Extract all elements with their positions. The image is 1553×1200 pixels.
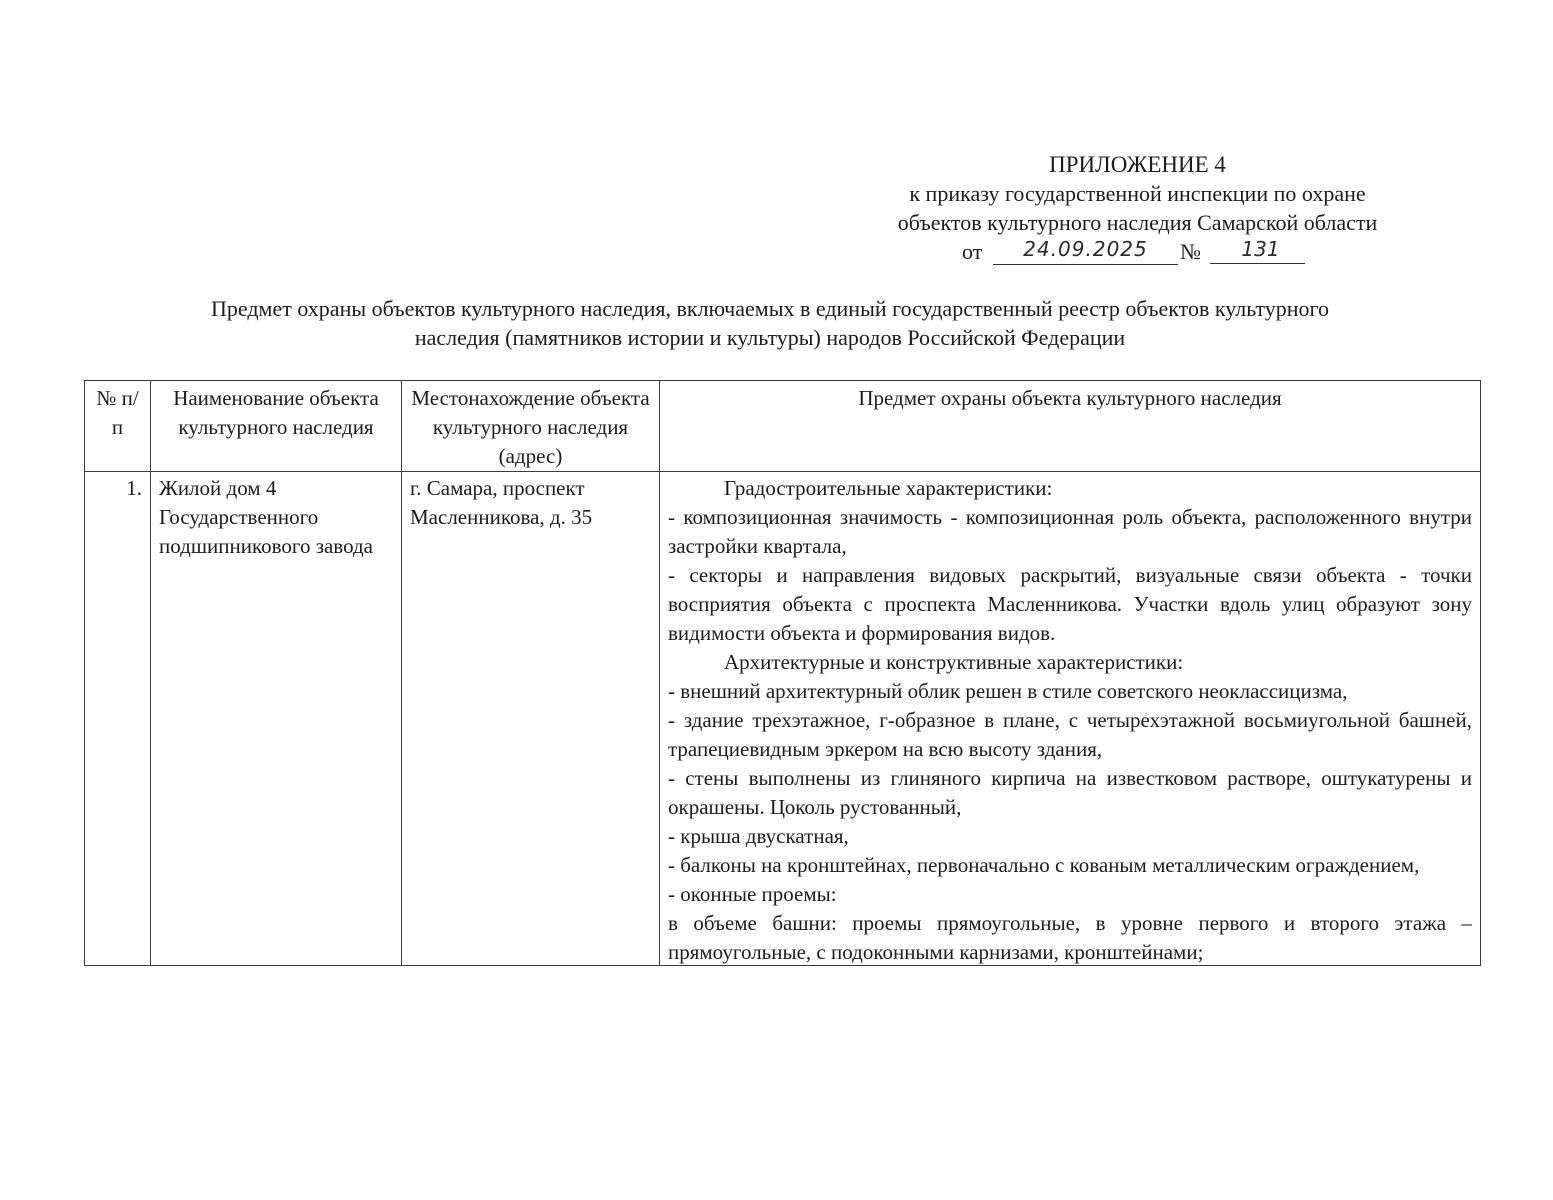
header-num: № п/п: [85, 381, 151, 472]
architecture-item-6: - оконные проемы:: [668, 882, 837, 906]
architecture-item-1: - внешний архитектурный облик решен в стиле советского неоклассицизма,: [668, 679, 1348, 703]
heritage-registry-table: [84, 380, 1481, 966]
order-details: [850, 237, 1425, 266]
urban-item-1: - композиционная значимость - композиционная роль объекта, расположенного внутри застройки квартала,: [668, 505, 1472, 558]
appendix-line-2: объектов культурного наследия Самарской области: [897, 210, 1378, 235]
table-header-row: [85, 381, 1481, 472]
row-location: г. Самара, проспект Масленникова, д. 35: [402, 472, 660, 966]
architecture-item-5: - балконы на кронштейнах, первоначально с кованым металлическим ограждением,: [668, 853, 1420, 877]
architecture-item-3: - стены выполнены из глиняного кирпича на известковом растворе, оштукатурены и окрашены. Цоколь рустованный,: [668, 766, 1472, 819]
row-subject: [660, 472, 1481, 966]
order-number-handwritten: 131: [1210, 237, 1305, 264]
table-row: [85, 472, 1481, 966]
appendix-header: [850, 150, 1425, 266]
heading-line-1: Предмет охраны объектов культурного наследия, включаемых в единый государственный реестр объектов культурного: [211, 296, 1329, 321]
heading-line-2: наследия (памятников истории и культуры) народов Российской Федерации: [414, 325, 1126, 350]
urban-item-2: - секторы и направления видовых раскрытий, визуальные связи объекта - точки восприятия объекта с проспекта Масленникова. Участки вдоль улиц образуют зону видимости объекта и формирования видов.: [668, 563, 1472, 645]
section-urban-title: Градостроительные характеристики:: [724, 476, 1053, 500]
architecture-item-4: - крыша двускатная,: [668, 824, 849, 848]
appendix-line-1: к приказу государственной инспекции по охране: [909, 181, 1366, 206]
appendix-title: ПРИЛОЖЕНИЕ 4: [1049, 152, 1226, 177]
order-from-label: от: [962, 239, 983, 264]
section-architecture-title: Архитектурные и конструктивные характеристики:: [724, 650, 1184, 674]
architecture-item-2: - здание трехэтажное, г-образное в плане, с четырехэтажной восьмиугольной башней, трапециевидным эркером на всю высоту здания,: [668, 708, 1472, 761]
header-location: Местонахождение объекта культурного наследия (адрес): [402, 381, 660, 472]
order-number-label: №: [1180, 239, 1201, 264]
order-date-handwritten: 24.09.2025: [993, 237, 1178, 265]
row-name: Жилой дом 4 Государственного подшипникового завода: [151, 472, 402, 966]
row-num: 1.: [85, 472, 151, 966]
header-subject: Предмет охраны объекта культурного наследия: [660, 381, 1481, 472]
document-heading: [100, 294, 1440, 352]
header-name: Наименование объекта культурного наследия: [151, 381, 402, 472]
architecture-item-7: в объеме башни: проемы прямоугольные, в уровне первого и второго этажа – прямоугольные, с подоконными карнизами, кронштейнами;: [668, 911, 1472, 964]
